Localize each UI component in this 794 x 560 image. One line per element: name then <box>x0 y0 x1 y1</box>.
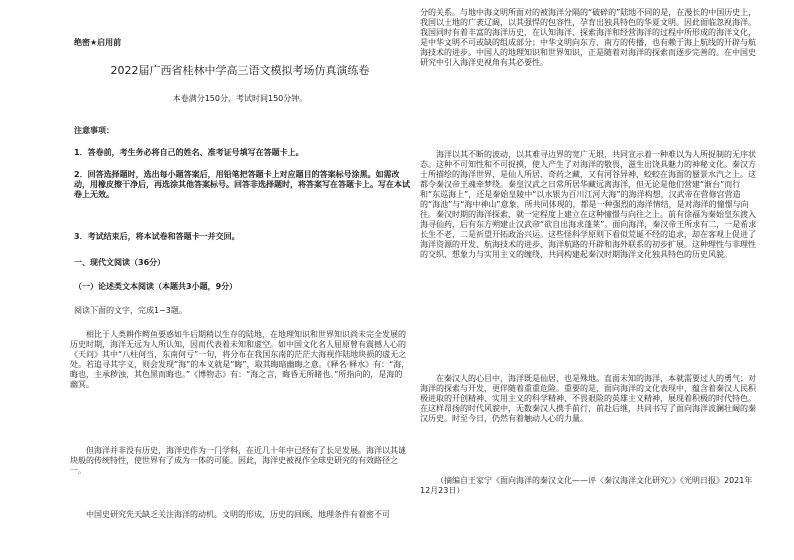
right-paragraph-3: 在秦汉人的心目中，海洋既是仙居，也是殊地。直面未知的海洋，本就需要过人的勇气；对海洋的探索与开发，更伴随着重重危险。重要的是，面向海洋的文化表现中，蕴含着秦汉人民积极进取的开创精神、实用主义的科学精神、不畏艰险的英雄主义精神，展现着积极的时代特色。在这样昂扬的时代风貌中，无数秦汉人携手前行，前赴后继，共同书写了面向海洋波澜壮阔的秦汉历史。时至今日，仍然有着触动人心的力量。 <box>420 374 756 423</box>
left-paragraph-1: 相比于人类耕作鳄鱼要惑如牛后期稍以生存的陆地，在地理知识和世界知识尚未完全发展的历史时期，海洋无远为人所认知，因而代表着未知和虚空。如中国文化名人屈原曾有震撼人心的《天问》其中“八柱何当，东南何亏”一句，将分布在我国东南的茫茫大海视作陆地块损的虚无之处。若追寻其字义，则会发现“海”的本义就是“晦”，取其晦暗幽晦之意。《释名·释水》有：“海，晦也，主承秽浊，其色黑而晦也。”《博物志》有：“海之言，晦昏无所睹也。”所指向的，是海的幽冥。 <box>70 330 410 389</box>
subsection-heading: （一）论述类文本阅读（本题共3小题，9分） <box>74 282 238 291</box>
notice-3: 3．考试结束后，将本试卷和答题卡一并交回。 <box>74 232 240 241</box>
citation-text: （摘编自王家宁《面向海洋的秦汉文化——评〈秦汉海洋文化研究〉》《光明日报》2021年12月23日） <box>420 476 753 495</box>
notice-heading: 注意事项： <box>74 126 114 135</box>
notice-1: 1．答卷前，考生务必将自己的姓名、准考证号填写在答题卡上。 <box>74 148 304 157</box>
left-paragraph-2: 但海洋并非没有历史，海洋史作为一门学科，在近几十年中已经有了长足发展。海洋以其谜块般的传统特性，使世界有了成为一体的可能。因此，海洋史被视作全球史研究的有效路径之一。 <box>70 446 406 475</box>
section-heading: 一、现代文阅读（36分） <box>74 258 166 267</box>
right-paragraph-1: 分的关系。与地中海文明所面对的被海洋分隔的“破碎的”陆地不同的是，在漫长的中国历史上，我国以土地的广袤辽阔，以其强悍的包容性，孕育出独具特色的华夏文明。因此面临忽视海洋。我国同时有着丰富的海洋历史，在认知海洋、探索海洋和经营海洋的过程中所形成的海洋文化，是中华文明不可或缺的组成部分；中华文明向东方、南方的传播，也有赖于海上航线的开辟与航海技术的进步。中国人的地理知识和世界知识，正是随着对海洋的探索而逐步完善的。在中国史研究中引入海洋史视角有其必要性。 <box>420 8 757 67</box>
instruction-text: 阅读下面的文字，完成1~3题。 <box>74 306 187 315</box>
secret-label: 绝密★启用前 <box>74 38 122 47</box>
notice-2: 2．回答选择题时，选出每小题答案后，用铅笔把答题卡上对应题目的答案标号涂黑。如需改动，用橡皮擦干净后，再选涂其他答案标号。回答非选择题时，将答案写在答题卡上。写在本试卷上无效。 <box>74 170 410 199</box>
exam-title: 2022届广西省桂林中学高三语文模拟考场仿真演练卷 <box>110 64 370 77</box>
exam-subtitle: 本卷满分150分，考试时间150分钟。 <box>172 94 308 103</box>
right-paragraph-2: 海洋以其不断的波动，以其难寻边界的宽广无垠，共同宣示着一种难以为人所捉制的无序状态。这种不可知性和不可捉摸，使人产生了对海洋的敬畏，滋生出饶具魅力的神秘文化。秦汉方士所描绘的海洋世界，是仙人所居、奇药之藏，又有河谷异神，蛟蛟在海面的蜃景水汽之上。这都令秦汉帝王魂牵梦绕。秦皇汉武之日常所居华藏远离海洋，但无论是他们营建“渐台”而行和“东巡海上”，还是秦始皇陵中“以水银为百川江河大海”的海洋构想，汉武帝在营修宫营造的“海池”与“海中神山”意象，所共同体现的，都是一种强烈的海洋情结，是对海洋的憧憬与向往。秦汉时期的海洋探索，就一定程度上建立在这种憧憬与向往之上。前有徐福为秦始皇东渡入海寻仙药，后有东方朔建止汉武帝“欲自出海求蓬莱”。面向海洋，秦汉帝王所求有二，一是希求长生不老，二是祈望开拓政治兴运。这些怪科学原则下看似荒诞不经的追求，却在客观上促进了海洋资源的开发、航海技术的进步、海洋航路的开辟和海外联系的初步扩展。这种理性与非理性的交织、想象力与实用主义的缠绕，共同构建起秦汉时期海洋文化独具特色的历史风貌。 <box>420 150 757 259</box>
left-paragraph-3: 中国史研究先天缺乏关注海洋的动机。文明的形成、历史的回顾、地理条件有着密不可 <box>86 510 390 519</box>
